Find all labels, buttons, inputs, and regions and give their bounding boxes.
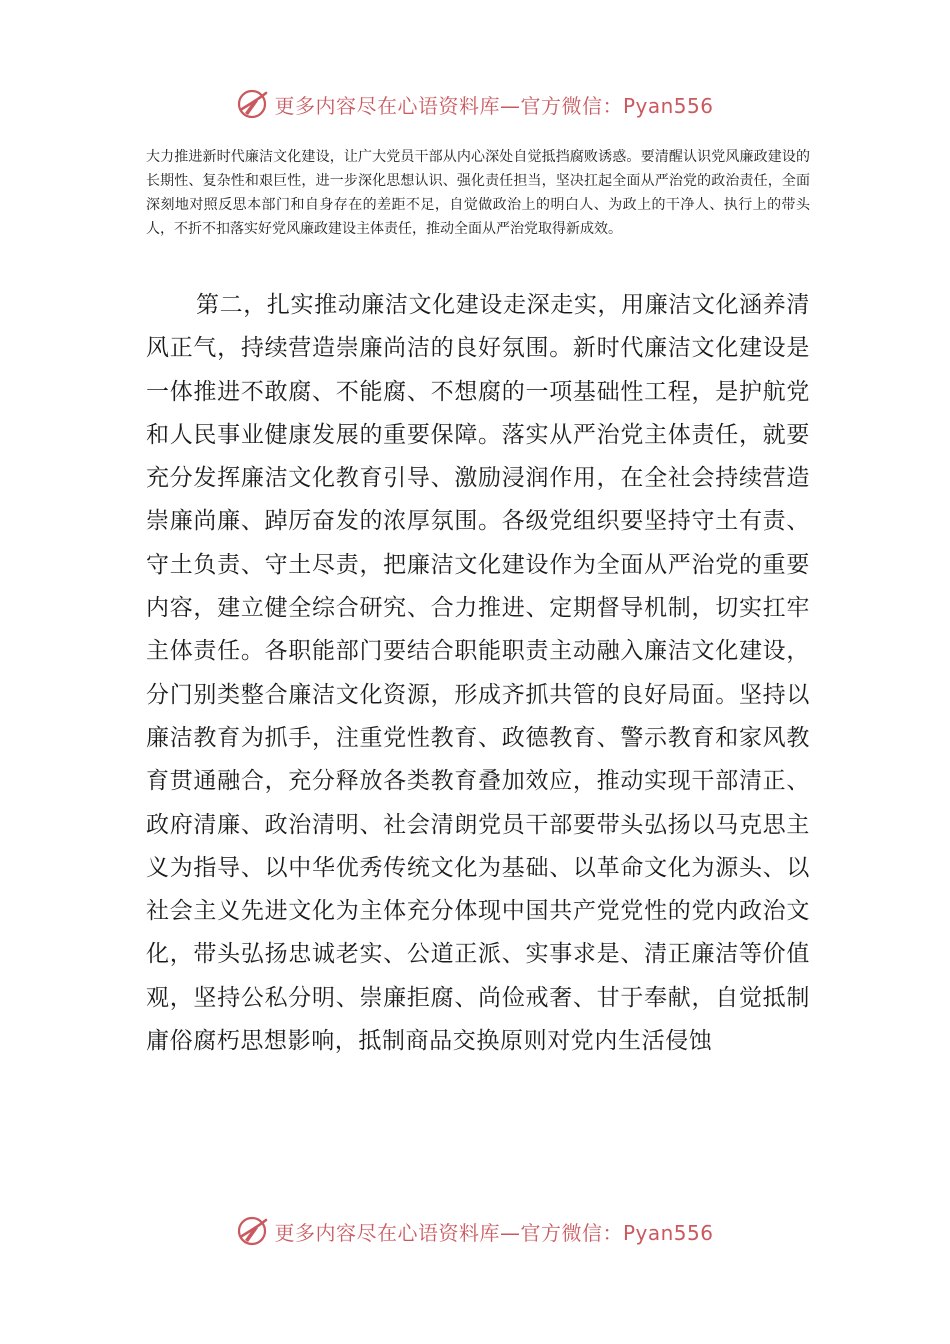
pen-logo-icon [236,87,270,121]
footer-banner [0,1211,950,1251]
pen-logo-icon [236,1214,270,1248]
header-banner-text: 更多内容尽在心语资料库—官方微信：Pyan556 [274,93,714,118]
main-paragraph: 第二，扎实推动廉洁文化建设走深走实，用廉洁文化涵养清风正气，持续营造崇廉尚洁的良好氛围。新时代廉洁文化建设是一体推进不敢腐、不能腐、不想腐的一项基础性工程，是护航党和人民事业健康发展的重要保障。落实从严治党主体责任，就要充分发挥廉洁文化教育引导、激励浸润作用，在全社会持续营造崇廉尚廉、踔厉奋发的浓厚氛围。各级党组织要坚持守土有责、守土负责、守土尽责，把廉洁文化建设作为全面从严治党的重要内容，建立健全综合研究、合力推进、定期督导机制，切实扛牢主体责任。各职能部门要结合职能职责主动融入廉洁文化建设，分门别类整合廉洁文化资源，形成齐抓共管的良好局面。坚持以廉洁教育为抓手，注重党性教育、政德教育、警示教育和家风教育贯通融合，充分释放各类教育叠加效应，推动实现干部清正、政府清廉、政治清明、社会清朗党员干部要带头弘扬以马克思主义为指导、以中华优秀传统文化为基础、以革命文化为源头、以社会主义先进文化为主体充分体现中国共产党党性的党内政治文化，带头弘扬忠诚老实、公道正派、实事求是、清正廉洁等价值观，坚持公私分明、崇廉拒腐、尚俭戒奢、甘于奉献，自觉抵制庸俗腐朽思想影响，抵制商品交换原则对党内生活侵蚀 [146,292,810,1055]
intro-paragraph: 大力推进新时代廉洁文化建设，让广大党员干部从内心深处自觉抵挡腐败诱惑。要清醒认识党风廉政建设的长期性、复杂性和艰巨性，进一步深化思想认识、强化责任担当，坚决扛起全面从严治党的政治责任，全面深刻地对照反思本部门和自身存在的差距不足，自觉做政治上的明白人、为政上的干净人、执行上的带头人，不折不扣落实好党风廉政建设主体责任，推动全面从严治党取得新成效。 [146,149,810,237]
footer-banner-text: 更多内容尽在心语资料库—官方微信：Pyan556 [274,1220,714,1245]
header-banner [0,84,950,124]
